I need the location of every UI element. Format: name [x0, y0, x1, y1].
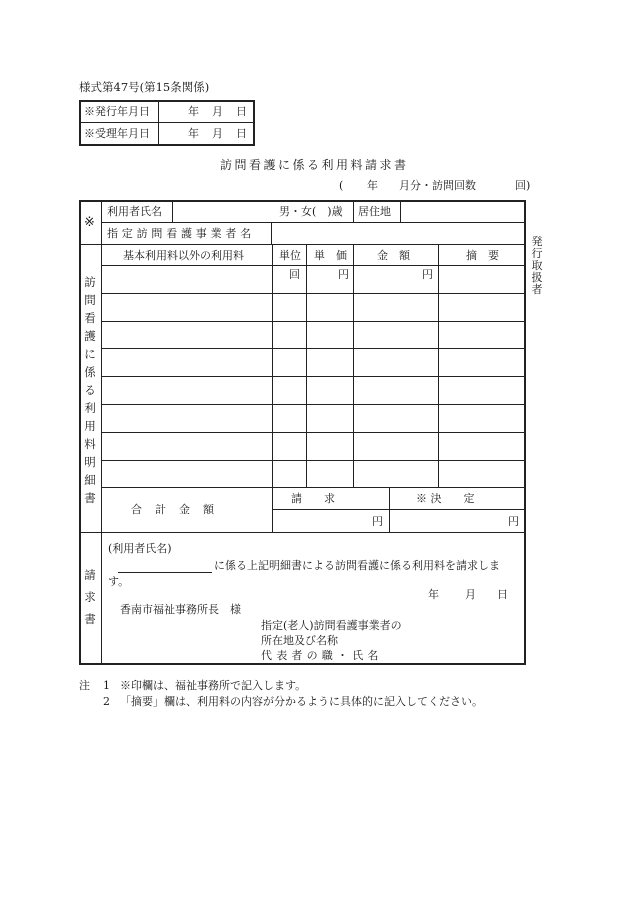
receipt-date-label: ※受理年月日 [84, 127, 150, 140]
note-2-text: 「摘要」欄は、利用料の内容が分かるように具体的に記入してください。 [120, 695, 483, 708]
unit-yen-amount: 円 [422, 268, 433, 281]
issue-month: 月 [212, 105, 223, 118]
receipt-month: 月 [212, 127, 223, 140]
issue-date-label: ※発行年月日 [84, 105, 150, 118]
claim-label: 請 求 [291, 492, 335, 505]
col-header-remarks: 摘 要 [466, 249, 499, 262]
notes-prefix: 注 [79, 679, 90, 692]
form-number: 様式第47号(第15条関係) [79, 80, 210, 94]
col-header-unit-price: 単 価 [314, 249, 347, 262]
office-use-mark: ※ [84, 215, 95, 230]
sex-age: 男・女( )歳 [279, 205, 343, 218]
claim-yen: 円 [372, 515, 383, 528]
period-year: 年 [367, 179, 378, 192]
claim-side-label: 請 求 書 [84, 568, 96, 626]
claim-date-day: 日 [497, 588, 508, 601]
issuer-label: 発 行 取 扱 者 [531, 235, 543, 296]
decision-yen: 円 [508, 515, 519, 528]
col-header-other-fees: 基本利用料以外の利用料 [123, 249, 244, 262]
claim-statement-line2: す。 [108, 575, 130, 588]
claim-date-month: 月 [465, 588, 476, 601]
claim-user-name-label: (利用者氏名) [108, 542, 172, 555]
note-1-text: ※印欄は、福祉事務所で記入します。 [120, 679, 307, 692]
total-amount-label: 合 計 金 額 [131, 503, 215, 516]
col-header-unit: 単位 [279, 249, 301, 262]
period-open: ( [339, 179, 344, 192]
claim-statement-line1: に係る上記明細書による訪問看護に係る利用料を請求しま [214, 559, 500, 572]
page-title: 訪問看護に係る利用料請求書 [220, 158, 409, 172]
residence-label: 居住地 [358, 205, 391, 218]
issue-day: 日 [236, 105, 247, 118]
provider-line-2: 所在地及び名称 [261, 634, 338, 647]
unit-yen-price: 円 [338, 268, 349, 281]
period-month-visits: 月分・訪問回数 [399, 179, 476, 192]
note-2-num: 2 [103, 695, 110, 708]
col-header-amount: 金 額 [377, 249, 410, 262]
addressee: 香南市福祉事務所長 様 [120, 603, 241, 616]
unit-times: 回 [289, 268, 300, 281]
provider-name-label: 指定訪問看護事業者名 [107, 227, 255, 240]
decision-label: ※ 決 定 [416, 492, 475, 505]
claim-date-year: 年 [428, 588, 439, 601]
detail-side-label: 訪 問 看 護 に 係 る 利 用 料 明 細 書 [84, 275, 96, 505]
note-1-num: 1 [103, 679, 110, 692]
provider-line-1: 指定(老人)訪問看護事業者の [261, 619, 402, 632]
provider-line-3: 代表者の職・氏名 [261, 649, 383, 662]
receipt-day: 日 [236, 127, 247, 140]
period-close: 回) [515, 179, 531, 192]
user-name-label: 利用者氏名 [107, 205, 162, 218]
receipt-year: 年 [188, 127, 199, 140]
user-name-blank-line [118, 572, 212, 573]
issue-year: 年 [188, 105, 199, 118]
